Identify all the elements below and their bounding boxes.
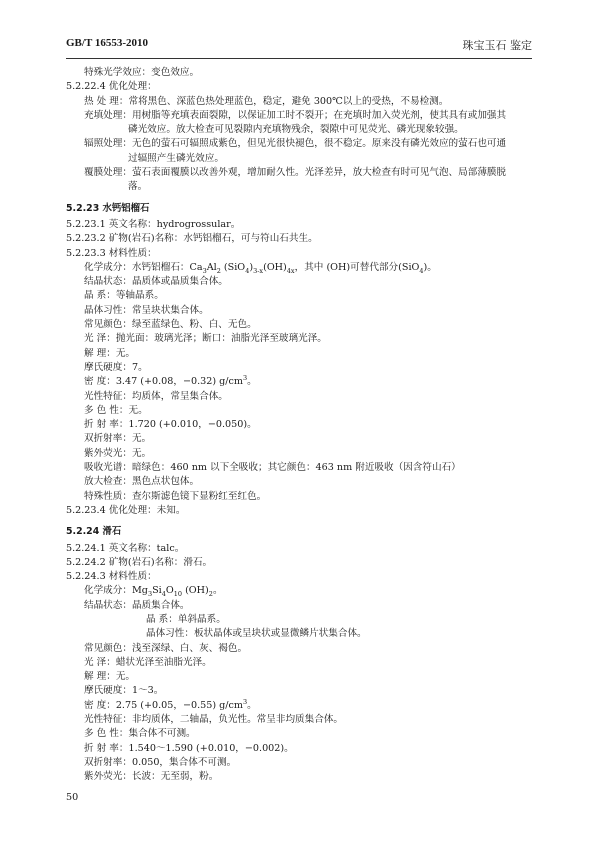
property-line: 双折射率：0.050，集合体不可测。 xyxy=(84,756,237,768)
property-line: 解 理：无。 xyxy=(84,347,136,359)
heat-treatment: 热 处 理： 常将黑色、深蓝色热处理蓝色，稳定，避免 300℃以上的受热，不易检测。 xyxy=(84,95,449,107)
coating-treatment-cont: 落。 xyxy=(128,181,148,193)
property-line: 摩氏硬度：7。 xyxy=(84,361,148,373)
crystal-habit: 晶体习性：板状晶体或呈块状或显微鳞片状集合体。 xyxy=(146,628,367,640)
page-header xyxy=(66,37,532,53)
property-line: 解 理：无。 xyxy=(84,671,136,683)
clause-5-2-24-3: 5.2.24.3 材料性质： xyxy=(66,571,157,583)
standard-code: GB/T 16553-2010 xyxy=(66,37,149,49)
property-line: 多 色 性：集合体不可测。 xyxy=(84,728,196,740)
property-line: 晶 系：等轴晶系。 xyxy=(84,290,164,302)
document-title: 珠宝玉石 鉴定 xyxy=(462,39,532,52)
crystal-state: 结晶状态：晶质集合体。 xyxy=(84,599,190,611)
property-line: 常见颜色：绿至蓝绿色、粉、白、无色。 xyxy=(84,319,257,331)
clause-5-2-24-1: 5.2.24.1 英文名称：talc。 xyxy=(66,542,185,554)
irradiation-treatment: 辐照处理： 无色的萤石可辐照成紫色，但见光很快褪色，很不稳定。原来没有磷光效应的萤石也可通 xyxy=(84,138,507,150)
crystal-system: 晶 系：单斜晶系。 xyxy=(146,613,226,625)
property-line: 常见颜色：浅至深绿、白、灰、褐色。 xyxy=(84,642,248,654)
density-line: 密 度：3.47 (+0.08，−0.32) $g/cm^3$。 xyxy=(84,375,257,388)
filling-treatment-cont: 磷光效应。放大检查可见裂隙内充填物残余，裂隙中可见荧光、磷光现象较强。 xyxy=(128,124,464,136)
chemical-composition: 化学成分：水钙铝榴石：$Ca_3Al_2$ $(SiO_4)_{3-x}(OH)_{4x}$，其中 (OH)可替代部分(SiO$_4$)。 xyxy=(84,261,437,275)
irradiation-treatment-cont: 过辐照产生磷光效应。 xyxy=(128,152,224,164)
section-heading-hydrogrossular: 5.2.23 水钙铝榴石 xyxy=(66,202,150,214)
page-number: 50 xyxy=(66,792,79,803)
property-line: 晶体习性：常呈块状集合体。 xyxy=(84,304,209,316)
clause-5-2-23-1: 5.2.23.1 英文名称：hydrogrossular。 xyxy=(66,218,241,230)
property-line: 光 泽：抛光面：玻璃光泽；断口：油脂光泽至玻璃光泽。 xyxy=(84,333,327,345)
property-line: 多 色 性：无。 xyxy=(84,404,148,416)
clause-5-2-23-4: 5.2.23.4 优化处理：未知。 xyxy=(66,504,186,516)
chemical-composition: 化学成分：$Mg_3Si_4O_{10}$ $(OH)_2$。 xyxy=(84,585,223,599)
density-line: 密 度：2.75 (+0.05，−0.55) $g/cm^3$。 xyxy=(84,698,257,711)
property-line: 折 射 率：1.720 (+0.010，−0.050)。 xyxy=(84,419,257,431)
filling-treatment: 充填处理： 用树脂等充填表面裂隙，以保证加工时不裂开；在充填时加入荧光剂，使其具有或加强其 xyxy=(84,109,507,121)
property-line: 光性特征：均质体，常呈集合体。 xyxy=(84,390,228,402)
property-line: 折 射 率：1.540～1.590 (+0.010，−0.002)。 xyxy=(84,742,294,754)
property-line: 双折射率：无。 xyxy=(84,433,152,445)
property-line: 紫外荧光：长波：无至弱，粉。 xyxy=(84,771,219,783)
property-line: 结晶状态：晶质体或晶质集合体。 xyxy=(84,276,228,288)
special-optical-effect: 特殊光学效应：变色效应。 xyxy=(84,67,200,78)
clause-5-2-23-2: 5.2.23.2 矿物(岩石)名称：水钙铝榴石，可与符山石共生。 xyxy=(66,233,318,245)
property-line: 特殊性质：查尔斯滤色镜下显粉红至红色。 xyxy=(84,490,267,502)
property-line: 紫外荧光：无。 xyxy=(84,447,152,459)
clause-5-2-23-3: 5.2.23.3 材料性质： xyxy=(66,247,157,259)
clause-5-2-24-2: 5.2.24.2 矿物(岩石)名称：滑石。 xyxy=(66,556,213,568)
coating-treatment: 覆膜处理： 萤石表面覆膜以改善外观，增加耐久性。光泽差异，放大检查有时可见气泡、局部薄膜脱 xyxy=(84,167,507,179)
property-line: 摩氏硬度：1～3。 xyxy=(84,685,164,697)
property-line: 放大检查：黑色点状包体。 xyxy=(84,476,200,488)
property-line: 光性特征：非均质体，二轴晶，负光性。常呈非均质集合体。 xyxy=(84,714,344,726)
property-line: 吸收光谱：暗绿色：460 nm 以下全吸收；其它颜色：463 nm 附近吸收（因含符山石） xyxy=(84,462,461,474)
header-rule xyxy=(66,58,532,59)
section-heading-talc: 5.2.24 滑石 xyxy=(66,526,122,538)
clause-5-2-22-4: 5.2.22.4 优化处理： xyxy=(66,81,157,93)
page-body xyxy=(66,66,532,785)
property-line: 光 泽：蜡状光泽至油脂光泽。 xyxy=(84,656,212,668)
